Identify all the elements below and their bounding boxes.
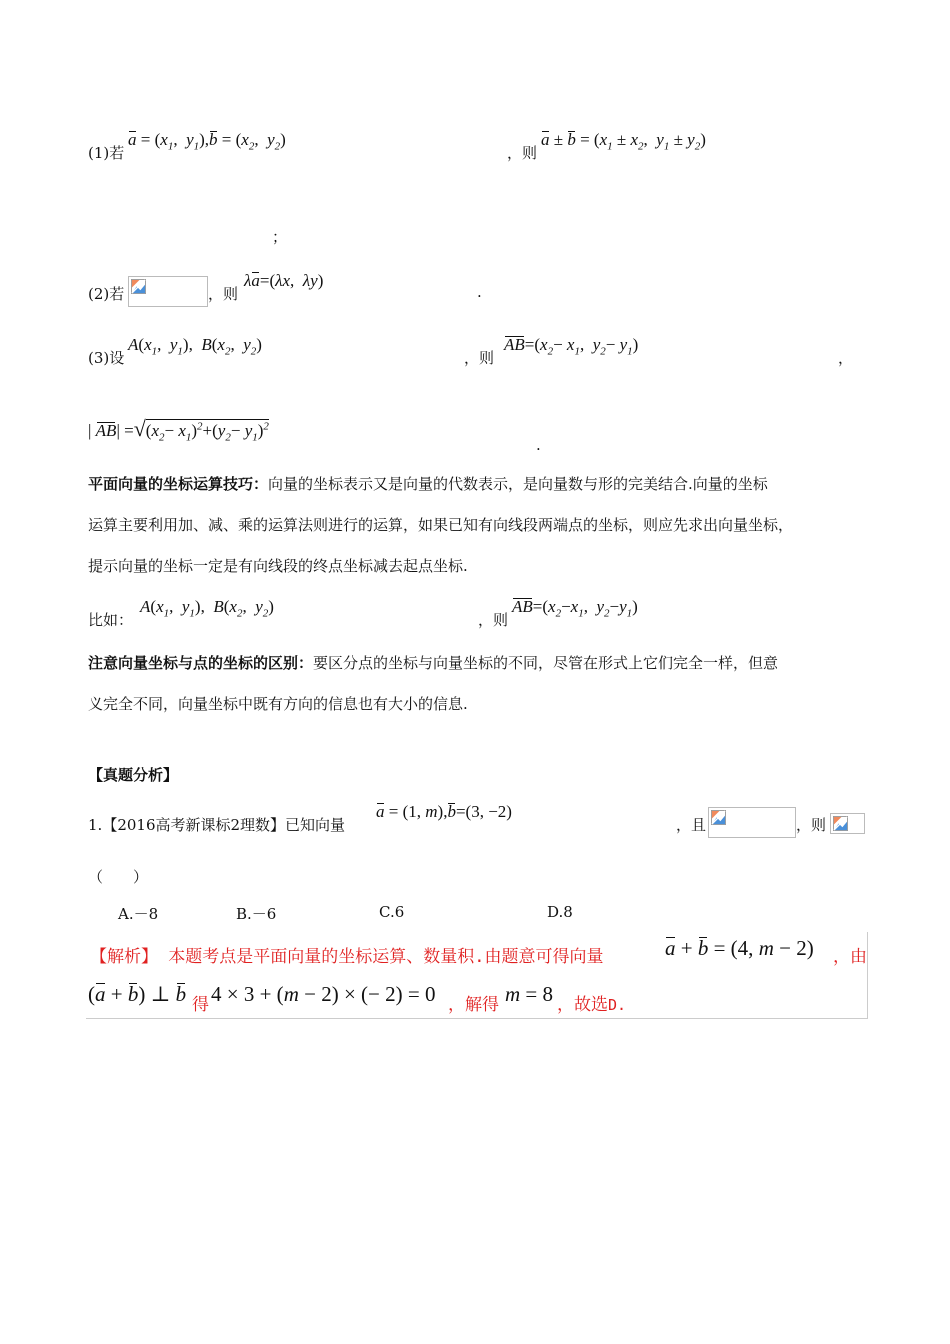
- problem-line: [88, 814, 345, 835]
- formula-problem-vectors: a = (1, m),b=(3, −2): [376, 802, 512, 821]
- formula-m-value: m = 8: [505, 982, 554, 1006]
- solution-text-1: 本题考点是平面向量的坐标运算、数量积.由题意可得向量: [168, 947, 604, 967]
- solution-text-3: 得: [192, 995, 209, 1015]
- formula-vector-AB: $AB=(x_2- x_1$, $y_2- y_1$): [504, 335, 639, 358]
- option-b: B.－6: [236, 905, 277, 923]
- broken-image-icon: [711, 810, 726, 825]
- note-line-1: [88, 643, 778, 684]
- tips-title: 平面向量的坐标运算技巧：: [88, 475, 269, 493]
- formula-sum: a + b = (4, m − 2): [665, 936, 814, 960]
- broken-image-placeholder: [708, 807, 796, 838]
- tips-line-2: 运算主要利用加、减、乘的运算法则进行的运算，如果已知有向线段两端点的坐标，则应先求出向量坐标，: [88, 516, 794, 534]
- option-a: A.－8: [118, 905, 159, 923]
- problem-and: ，且: [676, 816, 707, 834]
- problem-stem: 已知向量: [285, 816, 346, 834]
- item-2-period: .: [477, 283, 482, 301]
- item-3-then: ，则: [464, 349, 495, 367]
- formula-example-AB: $AB=(x_2-x_1$, $y_2-y_1$): [512, 597, 638, 620]
- section-title: 【真题分析】: [88, 766, 179, 784]
- tips-line-3: 提示向量的坐标一定是有向线段的终点坐标减去起点坐标.: [88, 557, 468, 575]
- item-2-then: ，则: [208, 285, 239, 303]
- item-1-number: (1)若: [88, 144, 125, 162]
- formula-example-points: $A(x_1$, $y_1$), $B(x_2$, $y_2$): [140, 597, 274, 620]
- solution-label: 【解析】: [90, 947, 158, 967]
- problem-paren: （ ）: [88, 868, 149, 886]
- solution-answer: D.: [608, 996, 627, 1014]
- problem-then: ，则: [796, 816, 827, 834]
- tips-line-1: [88, 464, 768, 505]
- solution-text-5: [557, 990, 626, 1015]
- option-c: C.6: [379, 903, 405, 921]
- solution-text-4: ，解得: [448, 995, 499, 1015]
- option-d: D.8: [547, 903, 573, 921]
- note-title: 注意向量坐标与点的坐标的区别：: [88, 654, 314, 672]
- formula-points-A-B: $A(x_1$, $y_1$), $B(x_2$, $y_2$): [128, 335, 262, 358]
- problem-number: 1.: [88, 816, 103, 834]
- formula-perpendicular: (a + b) ⊥ b: [88, 982, 187, 1006]
- example-then: ，则: [478, 611, 509, 629]
- formula-lambda-a: λa=(λx, λy): [244, 271, 324, 290]
- note-text-1: 要区分点的坐标与向量坐标的不同，尽管在形式上它们完全一样，但意: [313, 654, 779, 672]
- example-label: 比如：: [88, 611, 134, 629]
- formula-vectors-a-b: $a = (x_1$, $y_1),b = (x_2$, $y_2$): [128, 130, 286, 153]
- item-3-comma: ，: [838, 349, 854, 367]
- broken-image-placeholder: [128, 276, 208, 307]
- item-2-number: (2)若: [88, 285, 125, 303]
- solution-choose: ，故选: [557, 995, 608, 1015]
- broken-image-icon: [131, 279, 146, 294]
- item-1-semicolon: ；: [272, 228, 288, 246]
- problem-source: 【2016高考新课标2理数】: [102, 816, 286, 834]
- solution-line-1: [90, 942, 603, 967]
- formula-dot-product: 4 × 3 + (m − 2) × (− 2) = 0: [211, 982, 436, 1006]
- broken-image-icon: [833, 816, 848, 831]
- item-1-then: ，则: [507, 144, 538, 162]
- formula-a-plus-minus-b: $a \pm b = (x_1 \pm x_2$, $y_1 \pm y_2$): [541, 130, 706, 153]
- tips-text-1: 向量的坐标表示又是向量的代数表示，是向量数与形的完美结合.向量的坐标: [268, 475, 768, 493]
- item-3-number: (3)设: [88, 349, 125, 367]
- note-line-2: 义完全不同，向量坐标中既有方向的信息也有大小的信息.: [88, 695, 468, 713]
- broken-image-placeholder: [830, 813, 865, 834]
- solution-text-2: ，由: [833, 947, 867, 967]
- formula-magnitude-AB: | $AB| =√(x_2- x_1)^2+(y_2- y_1)^2$: [88, 416, 269, 444]
- item-3-period: .: [536, 436, 541, 454]
